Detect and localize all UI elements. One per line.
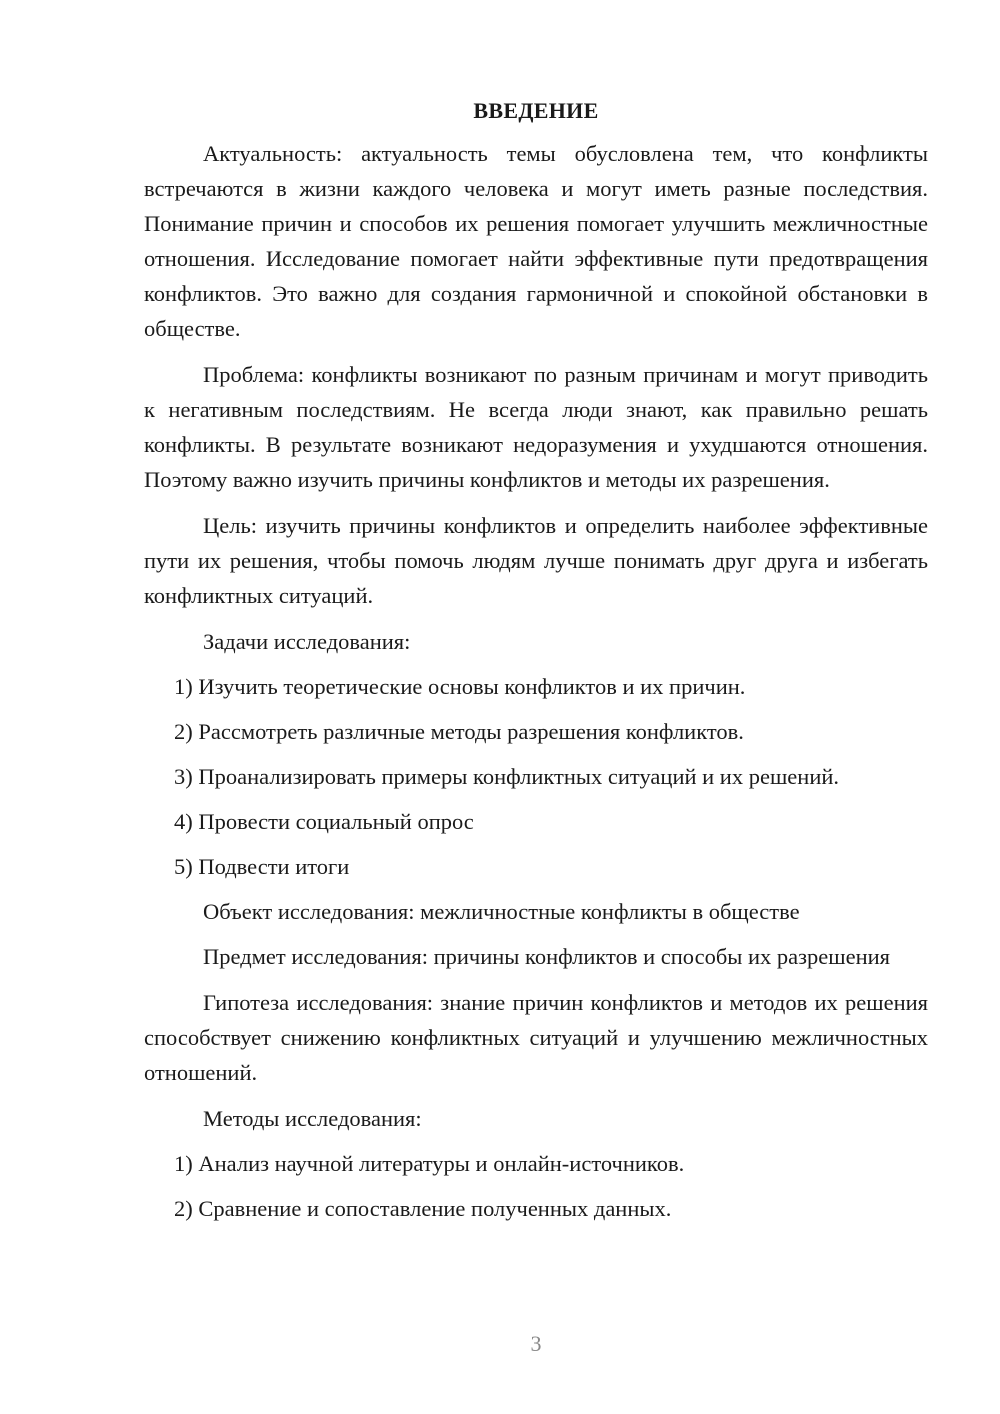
methods-list xyxy=(144,1146,928,1226)
page-number: 3 xyxy=(530,1331,542,1356)
subject-paragraph: Предмет исследования: причины конфликтов и способы их разрешения xyxy=(203,944,891,969)
list-item: 3) Проанализировать примеры конфликтных ситуаций и их решений. xyxy=(174,764,840,789)
list-item: 1) Изучить теоретические основы конфликтов и их причин. xyxy=(174,674,746,699)
page-title: ВВЕДЕНИЕ xyxy=(473,98,599,123)
relevance-paragraph: Актуальность: актуальность темы обусловлена тем, что конфликты встречаются в жизни каждого человека и могут иметь разные последствия. Понимание причин и способов их решения помогает улучшить межличностные отношения. Исследование помогает найти эффективные пути предотвращения конфликтов. Это важно для создания гармоничной и спокойной обстановки в обществе. xyxy=(144,141,928,341)
list-item: 2) Сравнение и сопоставление полученных данных. xyxy=(174,1196,672,1221)
hypothesis-paragraph: Гипотеза исследования: знание причин конфликтов и методов их решения способствует снижению конфликтных ситуаций и улучшению межличностных отношений. xyxy=(144,990,928,1085)
problem-paragraph: Проблема: конфликты возникают по разным причинам и могут приводить к негативным последствиям. Не всегда люди знают, как правильно решать конфликты. В результате возникают недоразумения и ухудшаются отношения. Поэтому важно изучить причины конфликтов и методы их разрешения. xyxy=(144,362,928,492)
object-line: Объект исследования: межличностные конфликты в обществе xyxy=(203,899,800,924)
list-item: 5) Подвести итоги xyxy=(174,854,350,879)
list-item: 4) Провести социальный опрос xyxy=(174,809,474,834)
list-item: 1) Анализ научной литературы и онлайн-источников. xyxy=(174,1151,685,1176)
document-page xyxy=(144,96,928,1236)
goal-paragraph: Цель: изучить причины конфликтов и определить наиболее эффективные пути их решения, чтобы помочь людям лучше понимать друг друга и избегать конфликтных ситуаций. xyxy=(144,513,928,608)
list-item: 2) Рассмотреть различные методы разрешения конфликтов. xyxy=(174,719,744,744)
tasks-list xyxy=(144,669,928,884)
methods-label: Методы исследования: xyxy=(203,1106,422,1131)
tasks-label: Задачи исследования: xyxy=(203,629,411,654)
